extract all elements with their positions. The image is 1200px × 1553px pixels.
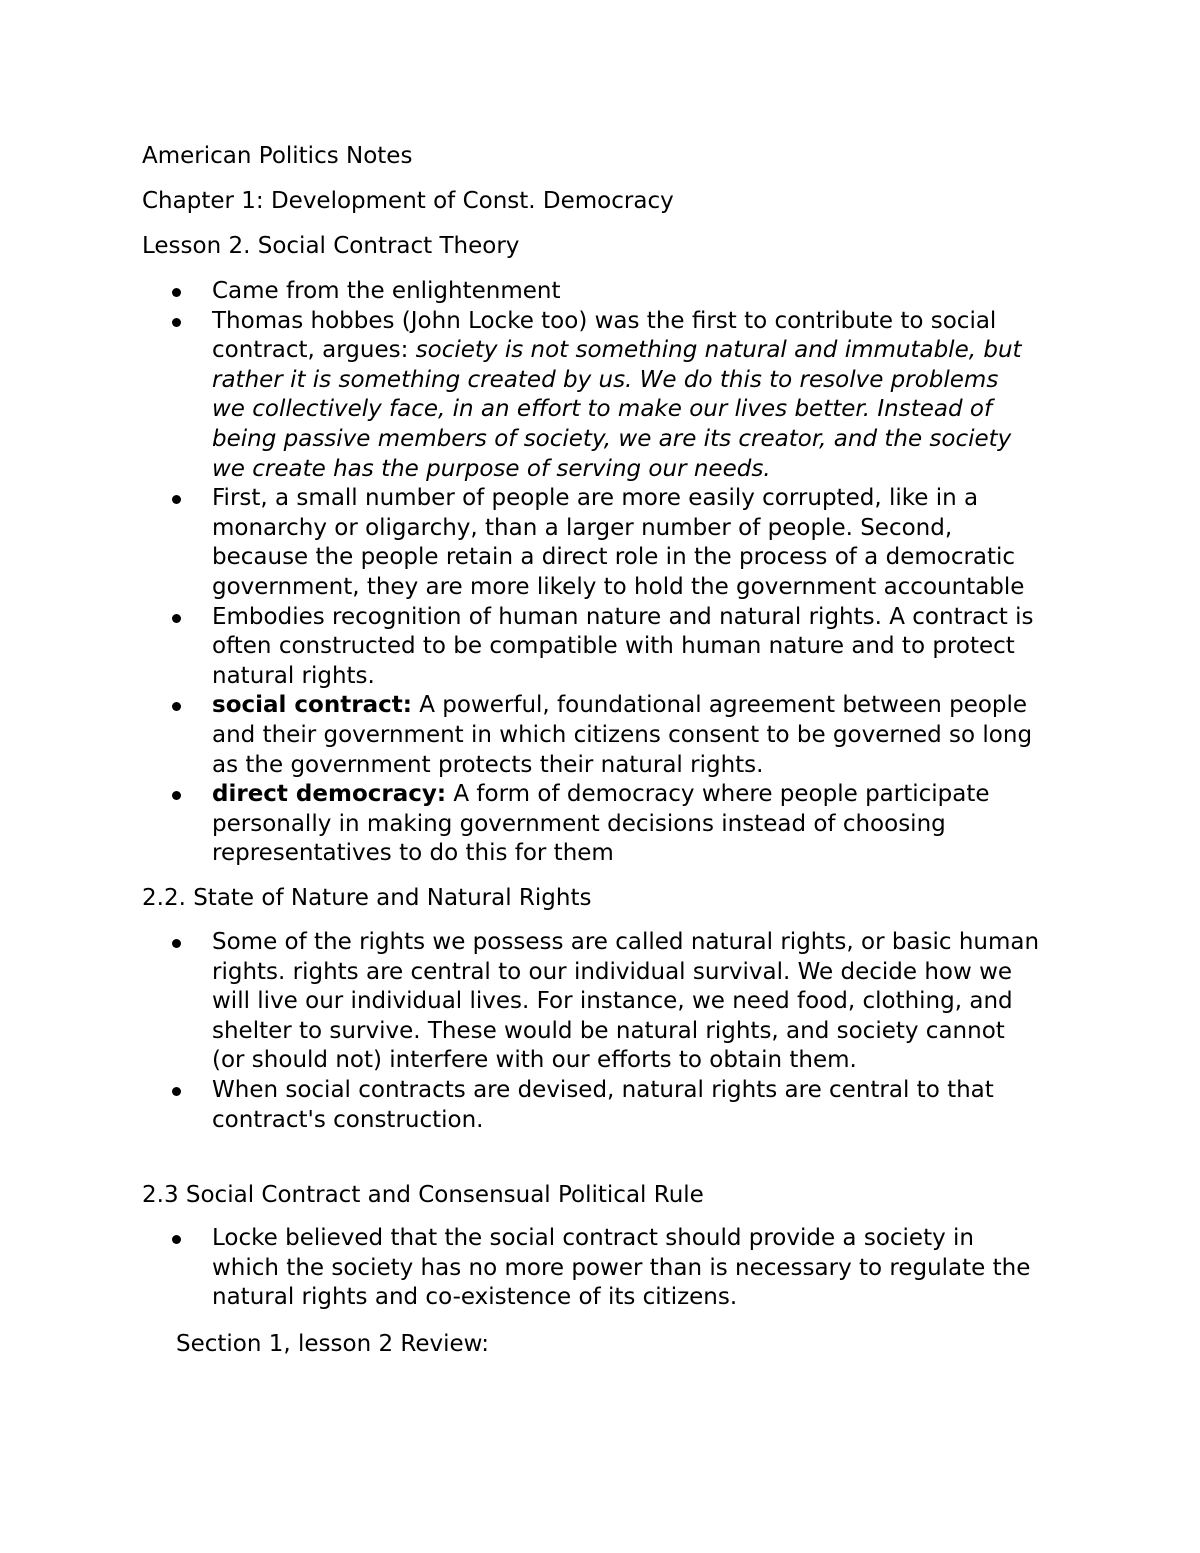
italic-quote: society is not something natural and immutable, but [415, 337, 1022, 364]
bullet-icon [172, 791, 181, 800]
list-item: Locke believed that the social contract should provide a society in which the society has no more power than is necessary to regulate the natural rights and co-existence of its citizens. [142, 1224, 1082, 1313]
list-item: When social contracts are devised, natural rights are central to that contract's construction. [142, 1076, 1082, 1135]
bullet-icon [172, 614, 181, 623]
section-23-heading: 2.3 Social Contract and Consensual Political Rule [142, 1182, 704, 1208]
bullet-icon [172, 288, 181, 297]
bullet-icon [172, 939, 181, 948]
bullet-icon [172, 1235, 181, 1244]
lesson-bullet-list [142, 277, 1082, 869]
lesson-heading: Lesson 2. Social Contract Theory [142, 233, 520, 259]
bullet-icon [172, 318, 181, 327]
term-direct-democracy: direct democracy: [212, 781, 447, 808]
list-item: Thomas hobbes (John Locke too) was the first to contribute to social contract, argues: society is not something natural and immutable, but rather it is something created by us. We do this to resolve problems we collectively face, in an effort to make our lives better. Instead of being passive members of society, we are its creator, and the society we create has the purpose of serving our needs. [142, 307, 1082, 485]
list-item: social contract: A powerful, foundational agreement between people and their government in which citizens consent to be governed so long as the government protects their natural rights. [142, 691, 1082, 780]
term-social-contract: social contract: [212, 692, 412, 719]
document-title: American Politics Notes [142, 143, 413, 169]
list-item: direct democracy: A form of democracy where people participate personally in making government decisions instead of choosing representatives to do this for them [142, 780, 1082, 869]
chapter-heading: Chapter 1: Development of Const. Democracy [142, 188, 674, 214]
bullet-icon [172, 702, 181, 711]
review-heading: Section 1, lesson 2 Review: [176, 1331, 489, 1357]
list-item: Embodies recognition of human nature and natural rights. A contract is often constructed to be compatible with human nature and to protect natural rights. [142, 603, 1082, 692]
bullet-icon [172, 495, 181, 504]
section-23-bullet-list [142, 1224, 1082, 1313]
section-22-bullet-list [142, 928, 1082, 1135]
section-22-heading: 2.2. State of Nature and Natural Rights [142, 885, 592, 911]
list-item: Came from the enlightenment [142, 277, 1082, 307]
list-item: Some of the rights we possess are called natural rights, or basic human rights. rights are central to our individual survival. We decide how we will live our individual lives. For instance, we need food, clothing, and shelter to survive. These would be natural rights, and society cannot (or should not) interfere with our efforts to obtain them. [142, 928, 1082, 1076]
list-item: First, a small number of people are more easily corrupted, like in a monarchy or oligarchy, than a larger number of people. Second, because the people retain a direct role in the process of a democratic government, they are more likely to hold the government accountable [142, 484, 1082, 602]
bullet-icon [172, 1087, 181, 1096]
